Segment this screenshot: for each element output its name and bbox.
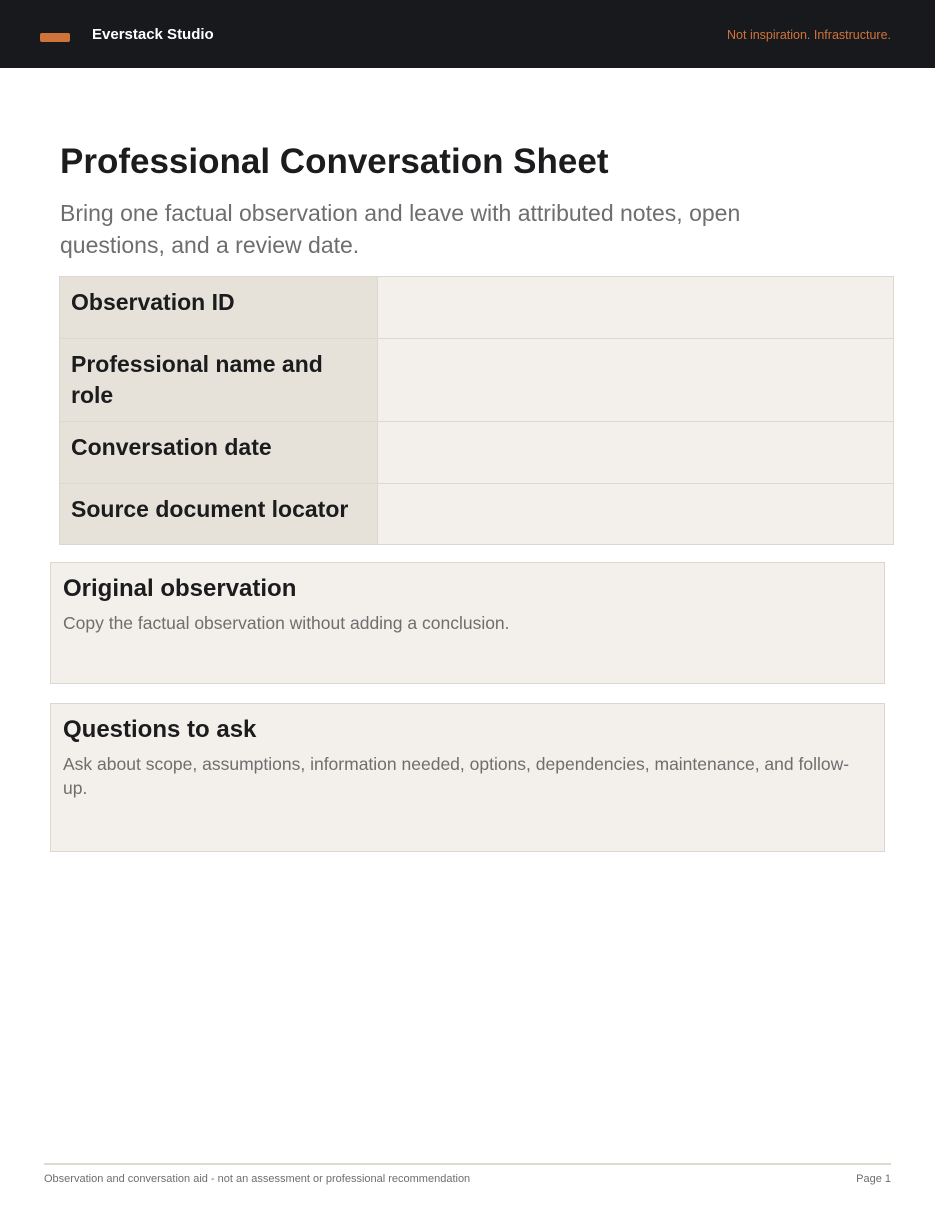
page-title: Professional Conversation Sheet xyxy=(60,142,609,181)
original-observation-hint: Copy the factual observation without adding a conclusion. xyxy=(63,613,510,633)
page-subtitle: Bring one factual observation and leave with attributed notes, open questions, and a review date. xyxy=(60,200,741,258)
details-table xyxy=(59,276,894,545)
source-document-locator-label: Source document locator xyxy=(60,484,378,545)
table-row xyxy=(60,484,894,545)
page-number: Page 1 xyxy=(856,1173,891,1185)
observation-id-label: Observation ID xyxy=(60,277,378,339)
table-row xyxy=(60,277,894,339)
brand-name: Everstack Studio xyxy=(92,26,214,43)
table-row xyxy=(60,422,894,484)
original-observation-heading: Original observation xyxy=(63,575,297,602)
conversation-date-label: Conversation date xyxy=(60,422,378,484)
questions-to-ask-heading: Questions to ask xyxy=(63,716,257,743)
conversation-date-field[interactable] xyxy=(378,422,894,484)
questions-to-ask-hint: Ask about scope, assumptions, information needed, options, dependencies, maintenance, and follow-up. xyxy=(63,754,850,798)
source-document-locator-field[interactable] xyxy=(378,484,894,545)
footer-disclaimer: Observation and conversation aid - not an assessment or professional recommendation xyxy=(44,1173,471,1185)
original-observation-section[interactable] xyxy=(50,562,885,684)
questions-to-ask-section[interactable] xyxy=(50,703,885,852)
footer-divider xyxy=(44,1163,891,1165)
observation-id-field[interactable] xyxy=(378,277,894,339)
professional-name-role-field[interactable] xyxy=(378,339,894,422)
table-row xyxy=(60,339,894,422)
brand-logo-icon xyxy=(40,33,70,42)
brand-tagline: Not inspiration. Infrastructure. xyxy=(727,28,891,42)
professional-name-role-label: Professional name and role xyxy=(60,339,378,422)
brand-header xyxy=(0,0,935,68)
